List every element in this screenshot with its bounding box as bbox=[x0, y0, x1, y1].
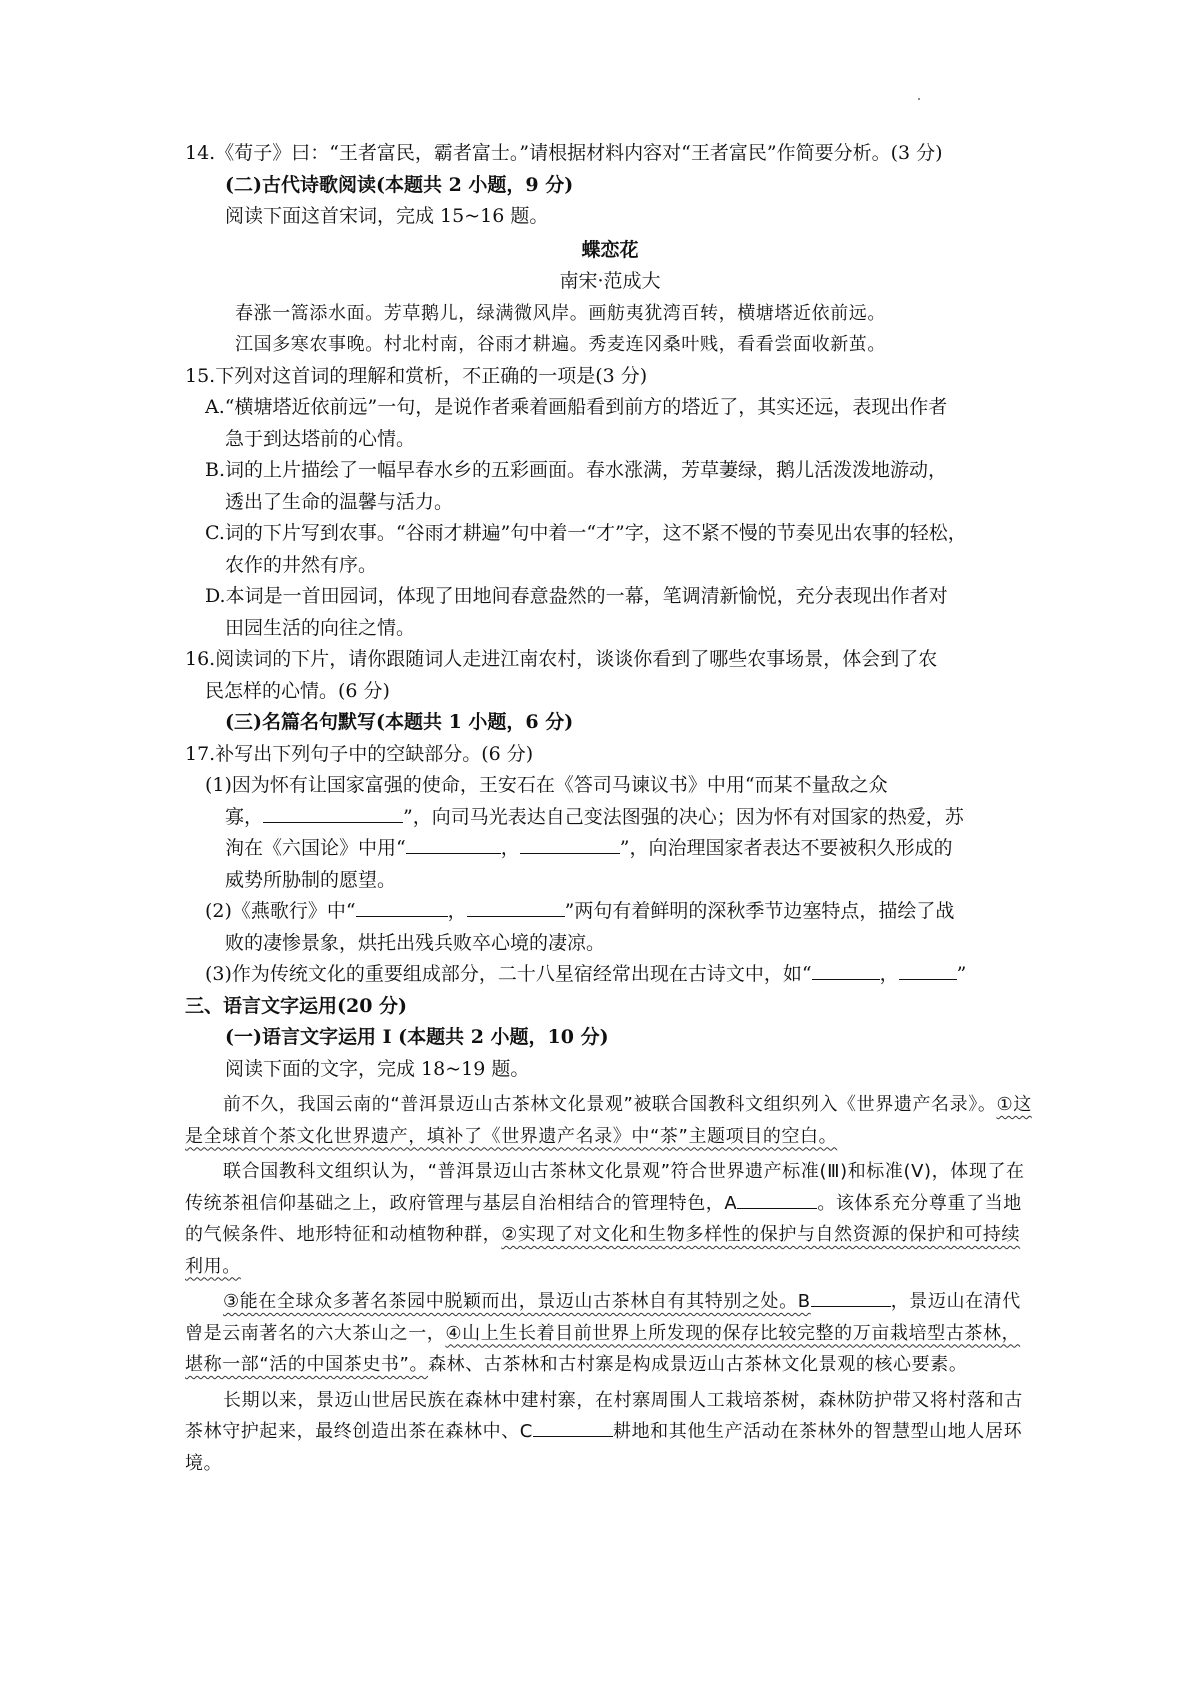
option-b-line-2: 透出了生命的温馨与活力。 bbox=[225, 490, 454, 513]
reading-passage bbox=[185, 1089, 1035, 1479]
marked-sentence-1: ①这是全球首个茶文化世界遗产，填补了《世界遗产名录》中“茶”主题项目的空白。 bbox=[185, 1094, 1032, 1147]
answer-blank-a[interactable] bbox=[737, 1188, 817, 1209]
option-b-line-1: B.词的上片描绘了一幅早春水乡的五彩画面。春水涨满，芳草萋绿，鹅儿活泼泼地游动， bbox=[205, 459, 948, 481]
question-16-line-1: 16.阅读词的下片，请你跟随词人走进江南农村，谈谈你看到了哪些农事场景，体会到了农 bbox=[185, 648, 938, 670]
text-fragment: 寡， bbox=[225, 805, 264, 828]
text-fragment: ， bbox=[500, 837, 520, 859]
passage-paragraph-1 bbox=[185, 1089, 1035, 1152]
question-17-stem: 17.补写出下列句子中的空缺部分。(6 分) bbox=[185, 742, 534, 765]
poem-author: 南宋·范成大 bbox=[559, 270, 661, 292]
marked-sentence-2: ②实现了对文化和生物多样性的保护与自然资源的保护和可持续利用。 bbox=[185, 1224, 1021, 1277]
passage-paragraph-4 bbox=[185, 1385, 1035, 1480]
text-fragment: ，景迈山在清代曾是云南著名的六大茶山之一， bbox=[185, 1291, 1021, 1344]
q17-item-1-line-2 bbox=[185, 802, 1035, 834]
poem-line-1: 春涨一篙添水面。芳草鹅儿，绿满微风岸。画舫夷犹湾百转，横塘塔近依前远。 bbox=[235, 302, 886, 324]
marked-sentence-4: ④山上生长着目前世界上所发现的保存比较完整的万亩栽培型古茶林，堪称一部“活的中国茶史书”。 bbox=[185, 1322, 1021, 1375]
answer-blank[interactable] bbox=[356, 896, 448, 917]
text-fragment: ③能在全球众多著名茶园中脱颖而出，景迈山古茶林自有其特别之处。B bbox=[223, 1291, 811, 1312]
text-fragment: (2)《燕歌行》中“ bbox=[205, 900, 356, 922]
text-fragment: 长期以来，景迈山世居民族在森林中建村寨，在村寨周围人工栽培茶树，森林防护带又将村落和古茶林守护起来，最终创造出茶在森林中、C bbox=[185, 1389, 1023, 1442]
q17-item-2-line-2: 败的凄惨景象，烘托出残兵败卒心境的凄凉。 bbox=[225, 931, 606, 954]
q17-item-1-line-4: 威势所胁制的愿望。 bbox=[225, 868, 397, 891]
text-fragment: 联合国教科文组织认为，“普洱景迈山古茶林文化景观”符合世界遗产标准(Ⅲ)和标准(Ⅴ)，体现了在传统茶祖信仰基础之上，政府管理与基层自治相结合的管理特色，A bbox=[185, 1161, 1025, 1214]
text-fragment: ”，向治理国家者表达不要被积久形成的 bbox=[619, 837, 953, 859]
option-a-line-2: 急于到达塔前的心情。 bbox=[225, 427, 416, 450]
option-d-line-2: 田园生活的向往之情。 bbox=[225, 616, 416, 639]
answer-blank[interactable] bbox=[467, 896, 565, 917]
passage-paragraph-3 bbox=[185, 1286, 1035, 1381]
option-d-line-1: D.本词是一首田园词，体现了田地间春意盎然的一幕，笔调清新愉悦，充分表现出作者对 bbox=[205, 585, 948, 607]
part-3-heading: 三、语言文字运用(20 分) bbox=[185, 994, 408, 1017]
poem-title: 蝶恋花 bbox=[581, 238, 639, 261]
answer-blank[interactable] bbox=[899, 959, 957, 980]
answer-blank[interactable] bbox=[520, 833, 620, 854]
text-fragment: 。该体系充分尊重了当地的气候条件、地形特征和动植物种群， bbox=[185, 1192, 1022, 1245]
text-fragment: 耕地和其他生产活动在茶林外的智慧型山地人居环境。 bbox=[185, 1421, 1023, 1474]
answer-blank-b[interactable] bbox=[811, 1286, 891, 1307]
q17-item-1-line-1: (1)因为怀有让国家富强的使命，王安石在《答司马谏议书》中用“而某不量敌之众 bbox=[205, 774, 888, 796]
poem-intro: 阅读下面这首宋词，完成 15~16 题。 bbox=[225, 205, 549, 227]
text-fragment: ， bbox=[447, 900, 467, 922]
exam-page bbox=[185, 138, 1035, 1483]
answer-blank-c[interactable] bbox=[533, 1416, 613, 1437]
question-15-stem: 15.下列对这首词的理解和赏析，不正确的一项是(3 分) bbox=[185, 364, 648, 387]
text-fragment: (3)作为传统文化的重要组成部分，二十八星宿经常出现在古诗文中，如“ bbox=[205, 963, 812, 985]
part-3-subheading: (一)语言文字运用 I (本题共 2 小题，10 分) bbox=[225, 1026, 609, 1048]
answer-blank[interactable] bbox=[263, 802, 403, 823]
text-fragment: 森林、古茶林和古村寨是构成景迈山古茶林文化景观的核心要素。 bbox=[428, 1354, 968, 1375]
answer-blank[interactable] bbox=[406, 833, 501, 854]
option-a-line-1: A.“横塘塔近依前远”一句，是说作者乘着画船看到前方的塔近了，其实还远，表现出作者 bbox=[205, 396, 948, 418]
text-fragment: 前不久，我国云南的“普洱景迈山古茶林文化景观”被联合国教科文组织列入《世界遗产名录》。 bbox=[223, 1094, 997, 1115]
answer-blank[interactable] bbox=[812, 959, 880, 980]
q17-item-2-line-1 bbox=[185, 896, 1035, 928]
text-fragment: ”，向司马光表达自己变法图强的决心；因为怀有对国家的热爱，苏 bbox=[403, 805, 964, 828]
section-poetry-heading: (二)古代诗歌阅读(本题共 2 小题，9 分) bbox=[225, 173, 574, 196]
option-c-line-2: 农作的井然有序。 bbox=[225, 553, 378, 576]
scan-speck bbox=[918, 98, 920, 100]
poem-line-2: 江国多寒农事晚。村北村南，谷雨才耕遍。秀麦连冈桑叶贱，看看尝面收新茧。 bbox=[235, 334, 886, 355]
text-fragment: 洵在《六国论》中用“ bbox=[225, 837, 406, 859]
text-fragment: ， bbox=[879, 963, 899, 985]
section-recitation-heading: (三)名篇名句默写(本题共 1 小题，6 分) bbox=[225, 711, 574, 733]
text-fragment: ”两句有着鲜明的深秋季节边塞特点，描绘了战 bbox=[564, 900, 955, 922]
option-c-line-1: C.词的下片写到农事。“谷雨才耕遍”句中着一“才”字，这不紧不慢的节奏见出农事的轻松， bbox=[205, 522, 967, 544]
part-3-intro: 阅读下面的文字，完成 18~19 题。 bbox=[225, 1057, 530, 1080]
passage-paragraph-2 bbox=[185, 1156, 1035, 1282]
q17-item-3-line-1 bbox=[185, 959, 1035, 991]
text-fragment: ” bbox=[956, 963, 967, 985]
q17-item-1-line-3 bbox=[185, 833, 1035, 865]
question-16-line-2: 民怎样的心情。(6 分) bbox=[205, 679, 390, 702]
question-14: 14.《荀子》曰：“王者富民，霸者富士。”请根据材料内容对“王者富民”作简要分析。(3 分) bbox=[185, 142, 943, 164]
